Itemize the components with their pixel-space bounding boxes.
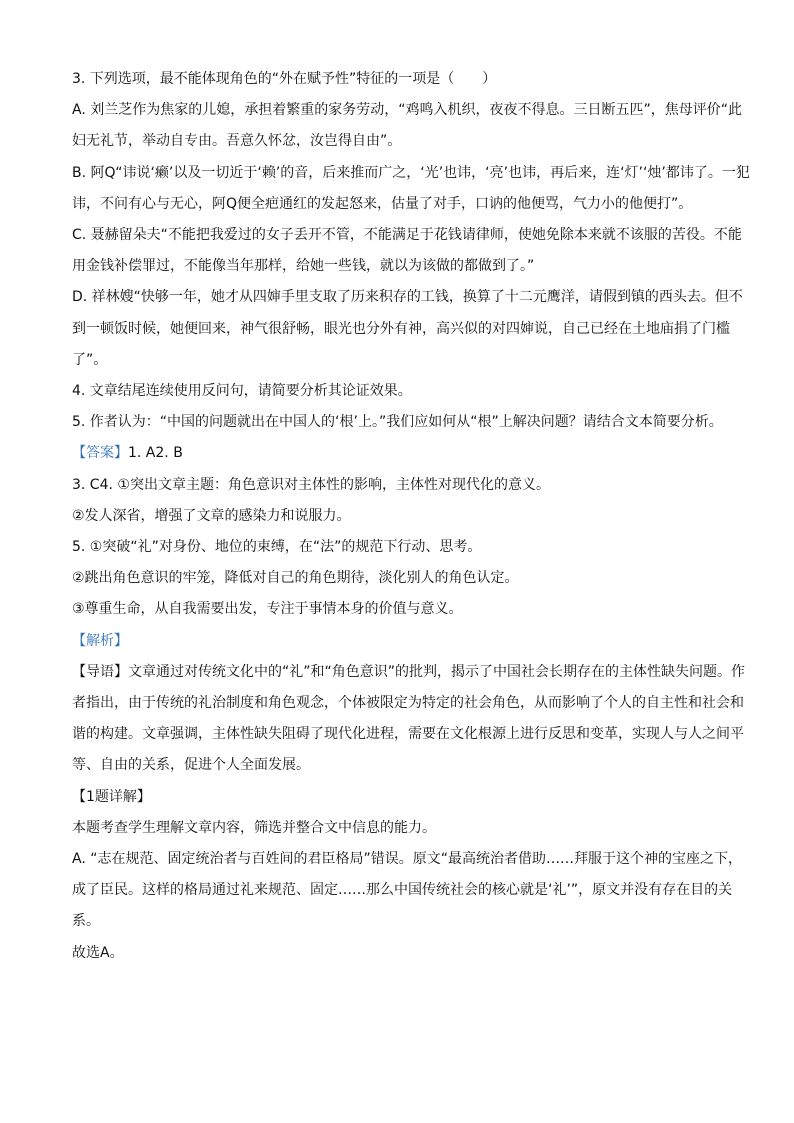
document-page [72, 64, 754, 969]
answer-line-6: ③尊重生命，从自我需要出发，专注于事情本身的价值与意义。 [72, 601, 463, 618]
question-3: 3. 下列选项，最不能体现角色的“外在赋予性”特征的一项是（ ） [72, 71, 497, 87]
question-5: 5. 作者认为：“中国的问题就出在中国人的‘根’上。”我们应如何从“根”上解决问题？请结合文本简要分析。 [72, 414, 723, 431]
answer-line-4: 5. ①突破“礼”对身份、地位的束缚，在“法”的规范下行动、思考。 [72, 539, 482, 556]
q1-detail-intro: 本题考查学生理解文章内容，筛选并整合文中信息的能力。 [72, 819, 436, 836]
q1-detail-option-a: A. “志在规范、固定统治者与百姓间的君臣格局”错误。原文“最高统治者借助……拜服于这个神的宝座之下，成了臣民。这样的格局通过礼来规范、固定……那么中国传统社会的核心就是‘礼’”，原文并没有存在目的关系。 [72, 851, 742, 930]
analysis-label: 【解析】 [72, 632, 128, 649]
answer-line-1 [72, 438, 754, 469]
question-3-option-a: A. 刘兰芝作为焦家的儿媳，承担着繁重的家务劳动，“鸡鸣入机织，夜夜不得息。三日断五匹”，焦母评价“此妇无礼节，举动自专由。吾意久怀忿，汝岂得自由”。 [72, 102, 742, 150]
question-3-option-c: C. 聂赫留朵夫“不能把我爱过的女子丢开不管，不能满足于花钱请律师，使她免除本来就不该服的苦役。不能用金钱补偿罪过，不能像当年那样，给她一些钱，就以为该做的都做到了。” [72, 227, 742, 275]
question-4: 4. 文章结尾连续使用反问句，请简要分析其论证效果。 [72, 383, 412, 400]
answer-line-1-text: 1. A2. B [128, 445, 183, 462]
q1-detail-choice: 故选A。 [72, 944, 124, 961]
answer-line-2: 3. C4. ①突出文章主题：角色意识对主体性的影响，主体性对现代化的意义。 [72, 476, 550, 493]
answer-line-5: ②跳出角色意识的牢笼，降低对自己的角色期待，淡化别人的角色认定。 [72, 570, 519, 587]
analysis-guide: 【导语】文章通过对传统文化中的“礼”和“角色意识”的批判，揭示了中国社会长期存在的主体性缺失问题。作者指出，由于传统的礼治制度和角色观念，个体被限定为特定的社会角色，从而影响了个人的自主性和社会和谐的构建。文章强调，主体性缺失阻碍了现代化进程，需要在文化根源上进行反思和变革，实现人与人之间平等、自由的关系，促进个人全面发展。 [72, 663, 746, 774]
answer-line-3: ②发人深省，增强了文章的感染力和说服力。 [72, 507, 351, 524]
question-3-option-d: D. 祥林嫂“快够一年，她才从四婶手里支取了历来积存的工钱，换算了十二元鹰洋，请假到镇的西头去。但不到一顿饭时候，她便回来，神气很舒畅，眼光也分外有神，高兴似的对四婶说，自己已经在土地庙捐了门槛了”。 [72, 289, 743, 368]
question-3-option-b: B. 阿Q“讳说‘癞’以及一切近于‘赖’的音，后来推而广之，‘光’也讳，‘亮’也讳，再后来，连‘灯’‘烛’都讳了。一犯讳，不问有心与无心，阿Q便全疤通红的发起怒来，估量了对手，口讷的他便骂，气力小的他便打”。 [72, 164, 750, 212]
q1-detail-title: 【1题详解】 [72, 788, 151, 805]
answer-label: 【答案】 [72, 445, 128, 462]
